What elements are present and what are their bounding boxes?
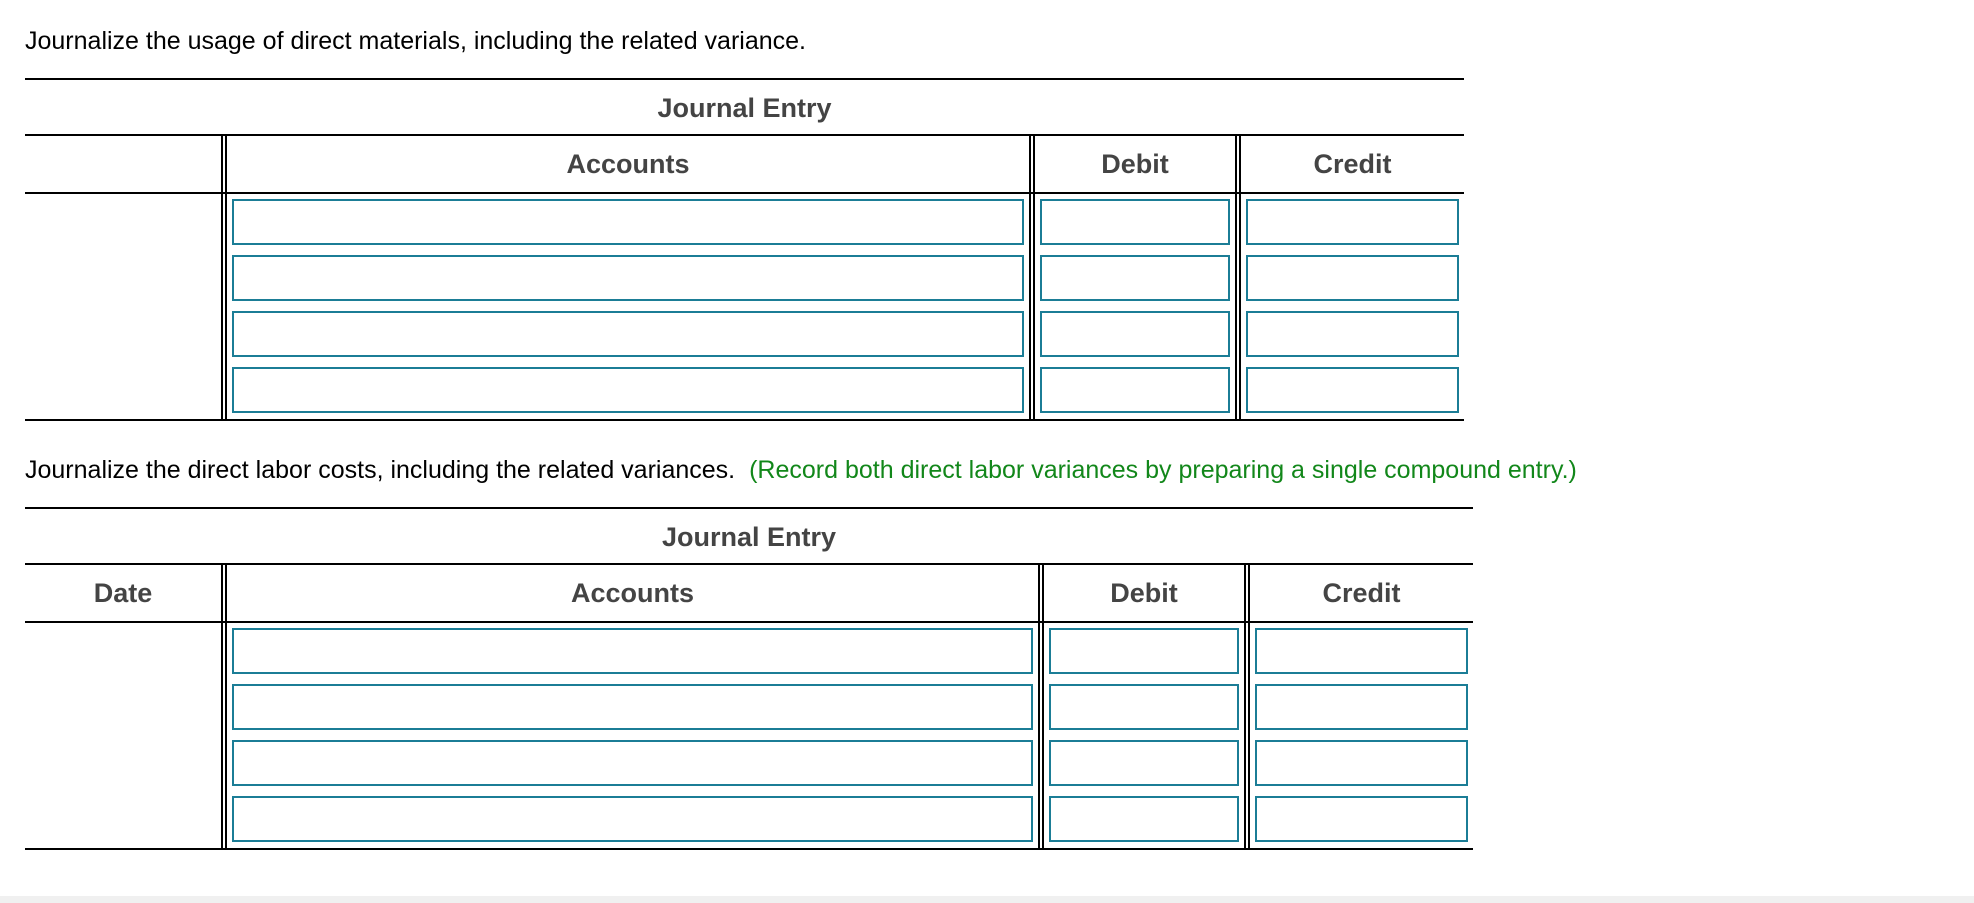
debit-input[interactable] (1049, 740, 1239, 786)
journal-entry-header-2 (25, 565, 1473, 623)
journal-entry-header-1 (25, 136, 1464, 194)
question-2-instruction (25, 455, 1577, 485)
account-input[interactable] (232, 684, 1033, 730)
credit-input[interactable] (1246, 367, 1459, 413)
debit-input[interactable] (1049, 796, 1239, 842)
question-2-text: Journalize the direct labor costs, including the related variances. (25, 456, 736, 484)
date-cell (25, 679, 227, 735)
journal-entry-table-2 (25, 507, 1473, 850)
question-1-instruction (25, 26, 806, 56)
journal-entry-title-2: Journal Entry (25, 507, 1473, 565)
table-row (25, 250, 1464, 306)
table-row (25, 679, 1473, 735)
debit-input[interactable] (1040, 255, 1230, 301)
journal-entry-table-1 (25, 78, 1464, 421)
credit-input[interactable] (1255, 628, 1468, 674)
credit-input[interactable] (1246, 255, 1459, 301)
table-row (25, 362, 1464, 419)
date-cell (25, 250, 227, 306)
credit-input[interactable] (1246, 199, 1459, 245)
date-cell (25, 623, 227, 679)
date-cell (25, 306, 227, 362)
accounts-header: Accounts (227, 565, 1044, 621)
credit-input[interactable] (1246, 311, 1459, 357)
account-input[interactable] (232, 628, 1033, 674)
date-cell (25, 735, 227, 791)
question-1-text: Journalize the usage of direct materials, including the related variance. (25, 27, 806, 55)
account-input[interactable] (232, 255, 1024, 301)
table-row (25, 735, 1473, 791)
account-input[interactable] (232, 311, 1024, 357)
credit-header: Credit (1313, 149, 1392, 179)
date-cell (25, 362, 227, 419)
date-header (25, 136, 227, 192)
question-2-hint: (Record both direct labor variances by preparing a single compound entry.) (749, 456, 1577, 484)
table-row (25, 306, 1464, 362)
debit-input[interactable] (1040, 199, 1230, 245)
table-row (25, 623, 1473, 679)
table-row (25, 791, 1473, 848)
credit-input[interactable] (1255, 740, 1468, 786)
date-cell (25, 791, 227, 848)
debit-input[interactable] (1049, 628, 1239, 674)
journal-entry-body-1 (25, 194, 1464, 421)
date-cell (25, 194, 227, 250)
debit-input[interactable] (1040, 367, 1230, 413)
account-input[interactable] (232, 199, 1024, 245)
account-input[interactable] (232, 740, 1033, 786)
journal-entry-title-1: Journal Entry (25, 78, 1464, 136)
account-input[interactable] (232, 796, 1033, 842)
footer-strip (0, 896, 1974, 903)
accounts-header: Accounts (227, 136, 1035, 192)
credit-input[interactable] (1255, 684, 1468, 730)
credit-header: Credit (1322, 578, 1401, 608)
debit-header: Debit (1035, 136, 1241, 192)
debit-input[interactable] (1049, 684, 1239, 730)
debit-header: Debit (1044, 565, 1250, 621)
journal-entry-body-2 (25, 623, 1473, 850)
table-row (25, 194, 1464, 250)
credit-input[interactable] (1255, 796, 1468, 842)
date-header: Date (25, 565, 227, 621)
account-input[interactable] (232, 367, 1024, 413)
debit-input[interactable] (1040, 311, 1230, 357)
